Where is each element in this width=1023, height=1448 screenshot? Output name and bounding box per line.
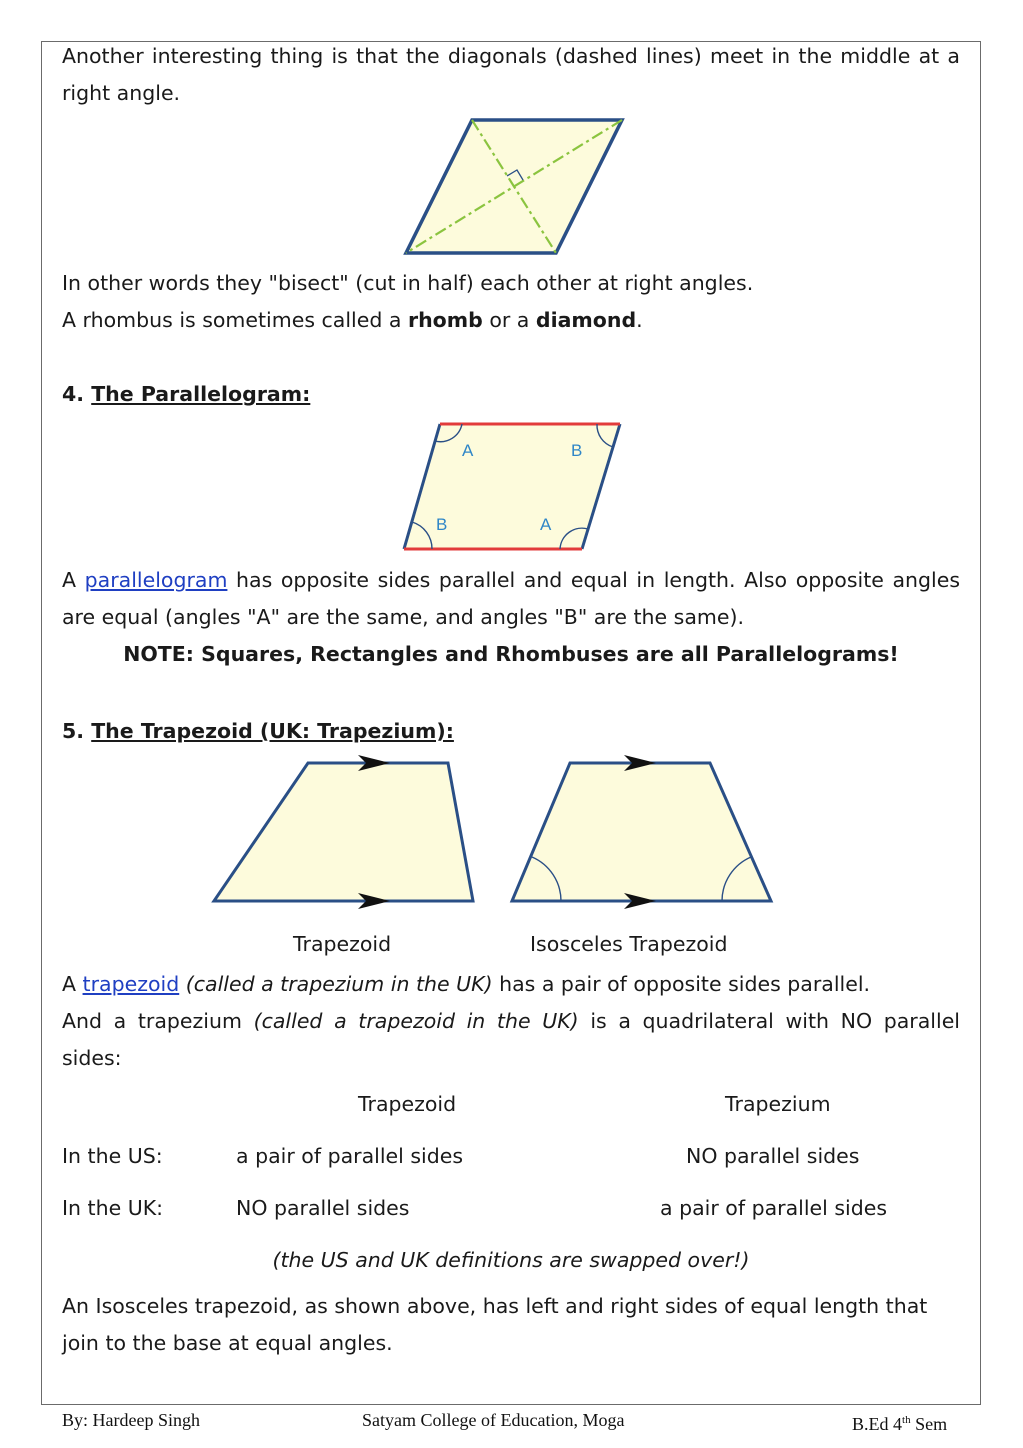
swapped-definitions-note: (the US and UK definitions are swapped over!) bbox=[272, 1248, 750, 1272]
trapezoid-link[interactable]: trapezoid bbox=[82, 972, 180, 996]
trapezoid-definition: A trapezoid (called a trapezium in the UK) has a pair of opposite sides parallel. bbox=[62, 972, 871, 996]
trapezoid-shape bbox=[214, 763, 473, 901]
diamond-term: diamond bbox=[535, 308, 637, 332]
table-row-label: In the UK: bbox=[62, 1196, 164, 1220]
table-row-label: In the US: bbox=[62, 1144, 163, 1168]
footer-college: Satyam College of Education, Moga bbox=[362, 1410, 625, 1430]
caption-isosceles-trapezoid: Isosceles Trapezoid bbox=[530, 932, 728, 956]
section-5-heading: 5. The Trapezoid (UK: Trapezium): bbox=[62, 719, 454, 743]
intro-paragraph bbox=[62, 38, 960, 112]
parallelogram-description: A parallelogram has opposite sides parallel and equal in length. Also opposite angles are equal (angles "A" are the same, and angles "B" are the same). bbox=[62, 568, 961, 629]
table-cell: a pair of parallel sides bbox=[236, 1144, 464, 1168]
angle-label-b-bottom: B bbox=[436, 515, 448, 534]
table-header-trapezium: Trapezium bbox=[725, 1092, 831, 1116]
footer-course: B.Ed 4th Sem bbox=[852, 1414, 948, 1434]
rhombus-names-line: A rhombus is sometimes called a rhomb or a diamond. bbox=[62, 308, 643, 332]
parallelogram-diagram bbox=[398, 418, 628, 556]
bisect-line: In other words they "bisect" (cut in half) each other at right angles. bbox=[62, 271, 754, 295]
trapezoid-diagram bbox=[208, 752, 480, 912]
trapezium-definition: And a trapezium (called a trapezoid in the UK) is a quadrilateral with NO parallel sides: bbox=[62, 1009, 960, 1070]
section-4-title: The Parallelogram: bbox=[91, 382, 311, 406]
isosceles-description: An Isosceles trapezoid, as shown above, has left and right sides of equal length that join to the base at equal angles. bbox=[62, 1294, 928, 1355]
angle-label-a-bottom: A bbox=[540, 515, 552, 534]
parallelogram-note: NOTE: Squares, Rectangles and Rhombuses are all Parallelograms! bbox=[123, 642, 899, 666]
table-cell: NO parallel sides bbox=[686, 1144, 860, 1168]
section-4-heading: 4. The Parallelogram: bbox=[62, 382, 311, 406]
table-header-trapezoid: Trapezoid bbox=[358, 1092, 457, 1116]
parallelogram-link[interactable]: parallelogram bbox=[84, 568, 228, 592]
caption-trapezoid: Trapezoid bbox=[293, 932, 392, 956]
rhomb-term: rhomb bbox=[407, 308, 483, 332]
isosceles-trapezoid-shape bbox=[512, 763, 771, 901]
angle-label-b-top: B bbox=[571, 441, 583, 460]
isosceles-trapezoid-diagram bbox=[506, 752, 778, 912]
angle-label-a-top: A bbox=[462, 441, 474, 460]
intro-text: Another interesting thing is that the diagonals (dashed lines) meet in the middle at a right angle. bbox=[62, 44, 960, 105]
rhombus-diagram bbox=[400, 114, 632, 260]
footer-author: By: Hardeep Singh bbox=[62, 1410, 200, 1430]
section-5-title: The Trapezoid (UK: Trapezium): bbox=[91, 719, 454, 743]
table-cell: a pair of parallel sides bbox=[660, 1196, 888, 1220]
table-cell: NO parallel sides bbox=[236, 1196, 410, 1220]
